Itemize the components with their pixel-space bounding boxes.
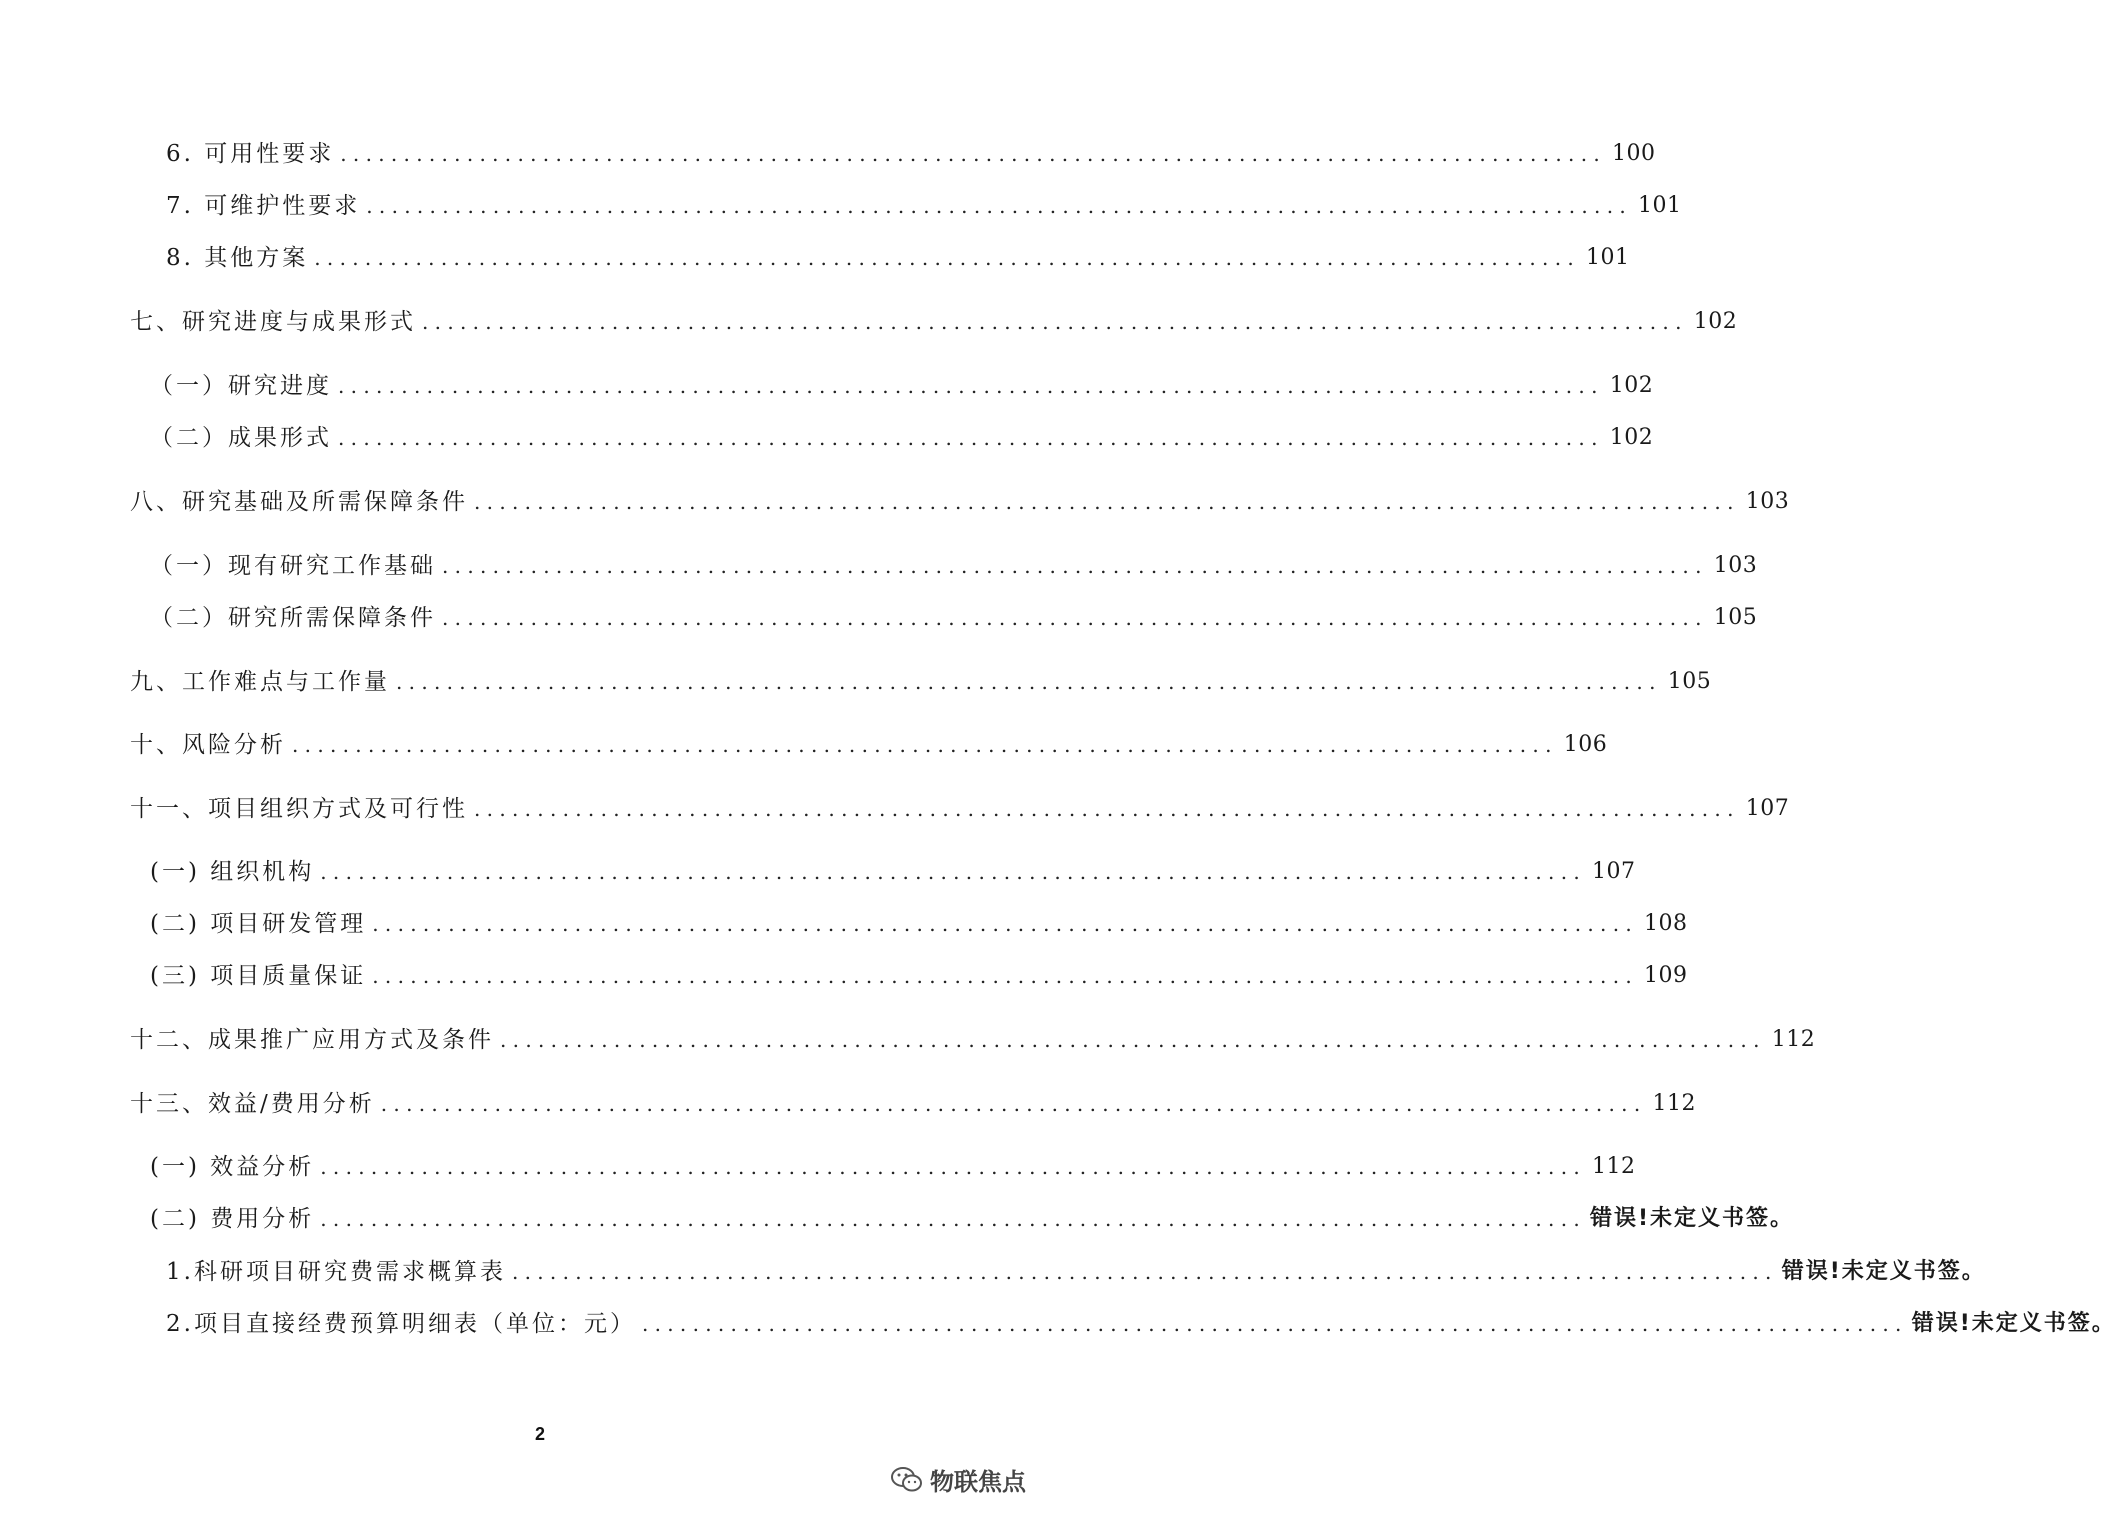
dot-leader: .................................................................................................... — [442, 554, 1708, 578]
toc-label: 十二、成果推广应用方式及条件 — [130, 1027, 494, 1053]
dot-leader: .................................................................................................... — [366, 194, 1633, 218]
toc-page: 101 — [1638, 193, 1682, 218]
toc-entry[interactable] — [150, 418, 1654, 458]
toc-entry[interactable] — [166, 134, 1656, 174]
toc-entry[interactable] — [166, 186, 1682, 226]
toc-page: 107 — [1745, 796, 1790, 821]
toc-page: 107 — [1592, 859, 1636, 884]
toc-label: 6. 可用性要求 — [166, 141, 335, 167]
toc-entry[interactable] — [150, 366, 1654, 406]
toc-label: 十三、效益/费用分析 — [130, 1091, 375, 1117]
toc-entry[interactable] — [150, 956, 1688, 996]
toc-entry[interactable] — [130, 482, 1790, 522]
dot-leader: .................................................................................................... — [314, 246, 1581, 270]
toc-page: 109 — [1644, 963, 1688, 988]
toc-entry[interactable] — [130, 662, 1712, 702]
dot-leader: .................................................................................................... — [380, 1092, 1647, 1116]
toc-entry[interactable] — [130, 725, 1608, 765]
dot-leader: .................................................................................................... — [474, 490, 1740, 514]
toc-page: 101 — [1586, 245, 1630, 270]
dot-leader: .................................................................................................... — [511, 1260, 1778, 1284]
toc-label: 七、研究进度与成果形式 — [130, 309, 416, 335]
dot-leader: .................................................................................................... — [500, 1028, 1766, 1052]
toc-page: 112 — [1652, 1091, 1696, 1116]
watermark-text: 物联焦点 — [930, 1468, 1026, 1496]
toc-page: 102 — [1609, 425, 1654, 450]
dot-leader: .................................................................................................... — [338, 374, 1604, 398]
toc-entry[interactable] — [150, 546, 1758, 586]
dot-leader: .................................................................................................... — [338, 426, 1604, 450]
wechat-icon — [890, 1465, 924, 1495]
toc-entry[interactable] — [130, 1084, 1696, 1124]
toc-entry[interactable] — [166, 238, 1630, 278]
toc-error-text: 错误!未定义书签。 — [1781, 1259, 1986, 1284]
toc-entry[interactable] — [150, 1147, 1636, 1187]
toc-entry[interactable] — [130, 789, 1790, 829]
toc-label: 八、研究基础及所需保障条件 — [130, 489, 468, 515]
toc-error-text: 错误!未定义书签。 — [1590, 1206, 1795, 1231]
toc-label: 1.科研项目研究费需求概算表 — [166, 1259, 506, 1285]
toc-label: (二) 费用分析 — [150, 1206, 315, 1232]
page-number: 2 — [534, 1424, 545, 1444]
toc-label: （二）成果形式 — [150, 425, 332, 451]
dot-leader: .................................................................................................... — [340, 142, 1607, 166]
toc-page: 102 — [1693, 309, 1738, 334]
dot-leader: .................................................................................................... — [474, 797, 1740, 821]
toc-label: 十一、项目组织方式及可行性 — [130, 796, 468, 822]
toc-entry[interactable] — [150, 904, 1688, 944]
dot-leader: .................................................................................................... — [320, 1155, 1587, 1179]
dot-leader: .................................................................................................... — [641, 1312, 1908, 1336]
toc-page: 102 — [1609, 373, 1654, 398]
dot-leader: .................................................................................................... — [320, 860, 1587, 884]
toc-entry[interactable] — [130, 1020, 1816, 1060]
toc-entry[interactable] — [150, 1199, 1795, 1239]
toc-entry[interactable] — [130, 302, 1738, 342]
toc-label: 8. 其他方案 — [166, 245, 309, 271]
watermark — [890, 1462, 1026, 1497]
toc-entry[interactable] — [150, 598, 1758, 638]
toc-entry[interactable] — [150, 852, 1636, 892]
toc-page: 105 — [1667, 669, 1712, 694]
toc-label: (三) 项目质量保证 — [150, 963, 367, 989]
toc-label: (二) 项目研发管理 — [150, 911, 367, 937]
dot-leader: .................................................................................................... — [396, 670, 1662, 694]
toc-label: (一) 效益分析 — [150, 1154, 315, 1180]
toc-label: 2.项目直接经费预算明细表（单位：元） — [166, 1311, 636, 1337]
dot-leader: .................................................................................................... — [320, 1207, 1587, 1231]
toc-page: 112 — [1771, 1027, 1816, 1052]
toc-label: （一）现有研究工作基础 — [150, 553, 436, 579]
toc-label: (一) 组织机构 — [150, 859, 315, 885]
dot-leader: .................................................................................................... — [372, 912, 1639, 936]
toc-label: 7. 可维护性要求 — [166, 193, 361, 219]
dot-leader: .................................................................................................... — [372, 964, 1639, 988]
toc-page: 112 — [1592, 1154, 1636, 1179]
dot-leader: .................................................................................................... — [292, 733, 1558, 757]
toc-error-text: 错误!未定义书签。 — [1911, 1311, 2116, 1336]
toc-page: 103 — [1745, 489, 1790, 514]
toc-page: 103 — [1713, 553, 1758, 578]
toc-label: （一）研究进度 — [150, 373, 332, 399]
toc-entry[interactable] — [166, 1304, 2116, 1344]
dot-leader: .................................................................................................... — [422, 310, 1688, 334]
toc-label: 九、工作难点与工作量 — [130, 669, 390, 695]
toc-entry[interactable] — [166, 1252, 1986, 1292]
toc-page: 106 — [1563, 732, 1608, 757]
toc-page: 108 — [1644, 911, 1688, 936]
toc-page: 100 — [1612, 141, 1656, 166]
toc-label: 十、风险分析 — [130, 732, 286, 758]
toc-label: （二）研究所需保障条件 — [150, 605, 436, 631]
toc-page: 105 — [1713, 605, 1758, 630]
dot-leader: .................................................................................................... — [442, 606, 1708, 630]
